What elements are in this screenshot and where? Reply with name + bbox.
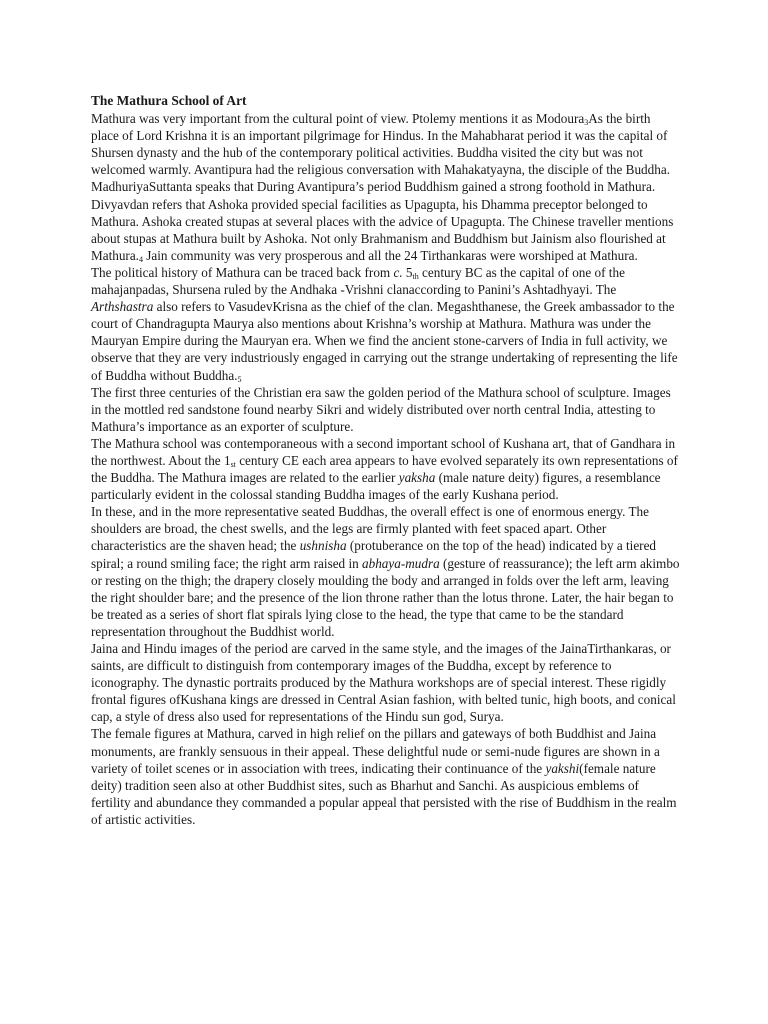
paragraph-7 <box>91 725 681 828</box>
paragraph-1-text-c: Jain community was very prosperous and all the 24 Tirthankaras were worshiped at Mathura. <box>142 247 638 263</box>
document-title: The Mathura School of Art <box>91 93 247 108</box>
paragraph-2-text-b: 5 <box>402 264 413 280</box>
paragraph-5-text-c: (gesture of reassurance); the left arm akimbo or resting on the thigh; the drapery closely moulding the body and arranged in folds over the left arm, leaving the right shoulder bare; and the presence of the lion throne rather than the lotus throne. Later, the hair began to be treated as a series of short flat spirals lying close to the head, the type that came to be the standard representation throughout the Buddhist world. <box>91 555 680 639</box>
paragraph-7-text-a: The female figures at Mathura, carved in high relief on the pillars and gateways of both Buddhist and Jaina monuments, are frankly sensuous in their appeal. These delightful nude or semi-nude figures are shown in a variety of toilet scenes or in association with trees, indicating their continuance of the <box>91 726 660 776</box>
paragraph-5-text-b: (protuberance on the top of the head) indicated by a tiered spiral; a round smiling face; the right arm raised in <box>91 538 657 571</box>
paragraph-2-text-a: The political history of Mathura can be traced back from <box>91 264 394 280</box>
paragraph-2-italic-arthshastra: Arthshastra <box>91 299 154 315</box>
paragraph-2-ordinal: th <box>412 271 419 281</box>
paragraph-4-italic-yaksha: yaksha <box>398 470 436 486</box>
paragraph-5-text-a: In these, and in the more representative seated Buddhas, the overall effect is one of enormous energy. The shoulders are broad, the chest swells, and the legs are firmly planted with feet spaced apart. Other characteristics are the shaven head; the <box>91 504 649 554</box>
footnote-ref-3: 3 <box>584 118 589 128</box>
paragraph-4-ordinal: st <box>230 459 236 469</box>
paragraph-5-italic-ushnisha: ushnisha <box>299 538 347 554</box>
paragraph-5 <box>91 503 681 640</box>
paragraph-7-text-b: (female nature deity) tradition seen also at other Buddhist sites, such as Bharhut and Sanchi. As auspicious emblems of fertility and abundance they commanded a popular appeal that persisted with the rise of Buddhism in the realm of artistic activities. <box>91 760 677 827</box>
paragraph-7-italic-yakshi: yakshi <box>545 760 580 776</box>
paragraph-4-text-a: The Mathura school was contemporaneous with a second important school of Kushana art, that of Gandhara in the northwest. About the 1 <box>91 435 676 468</box>
document-body <box>91 92 681 828</box>
paragraph-2-circa: c. <box>393 264 403 280</box>
paragraph-3: The first three centuries of the Christian era saw the golden period of the Mathura school of sculpture. Images in the mottled red sandstone found nearby Sikri and widely distributed over north central India, attesting to Mathura’s importance as an exporter of sculpture. <box>91 384 671 434</box>
paragraph-2 <box>91 264 681 384</box>
paragraph-2-text-e: also refers to VasudevKrisna as the chief of the clan. Megashthanese, the Greek ambassador to the court of Chandragupta Maurya also mentions about Krishna’s worship at Mathura. Mathura was under the Mauryan Empire during the Mauryan era. When we find the ancient stone-carvers of India in full activity, we observe that they are very industriously engaged in carrying out the strange undertaking of representing the life of Buddha without Buddha. <box>91 299 678 383</box>
footnote-ref-4: 4 <box>138 254 143 264</box>
paragraph-1 <box>91 110 681 264</box>
paragraph-4-text-c: (male nature deity) figures, a resemblance particularly evident in the colossal standing Buddha images of the early Kushana period. <box>91 470 661 503</box>
paragraph-5-italic-abhaya-mudra: abhaya-mudra <box>362 555 440 571</box>
paragraph-4-text-b: century CE each area appears to have evolved separately its own representations of the Buddha. The Mathura images are related to the earlier <box>91 452 678 486</box>
paragraph-2-text-d: century BC as the capital of one of the mahajanpadas, Shursena ruled by the Andhaka -Vrishni clanaccording to Panini’s Ashtadhyayi. The <box>91 264 625 298</box>
paragraph-6: Jaina and Hindu images of the period are carved in the same style, and the images of the JainaTirthankaras, or saints, are difficult to distinguish from contemporary images of the Buddha, except by reference to iconography. The dynastic portraits produced by the Mathura workshops are of special interest. These rigidly frontal figures ofKushana kings are dressed in Central Asian fashion, with belted tunic, high boots, and conical cap, a style of dress also used for representations of the Hindu sun god, Surya. <box>91 641 676 725</box>
paragraph-1-text-a: Mathura was very important from the cultural point of view. Ptolemy mentions it as Modoura <box>91 111 585 127</box>
paragraph-1-text-b: As the birth place of Lord Krishna it is an important pilgrimage for Hindus. In the Mahabharat period it was the capital of Shursen dynasty and the hub of the contemporary political activities. Buddha visited the city but was not welcomed warmly. Avantipura had the religious conversation with Mahakatyayna, the disciple of the Buddha. MadhuriyaSuttanta speaks that During Avantipura’s period Buddhism gained a strong foothold in Mathura. Divyavdan refers that Ashoka provided special facilities as Upagupta, his Dhamma preceptor belonged to Mathura. Ashoka created stupas at several places with the advice of Upagupta. The Chinese traveller mentions about stupas at Mathura built by Ashoka. Not only Brahmanism and Buddhism but Jainism also flourished at Mathura. <box>91 111 674 263</box>
footnote-ref-5: 5 <box>237 374 242 384</box>
paragraph-4 <box>91 435 681 503</box>
